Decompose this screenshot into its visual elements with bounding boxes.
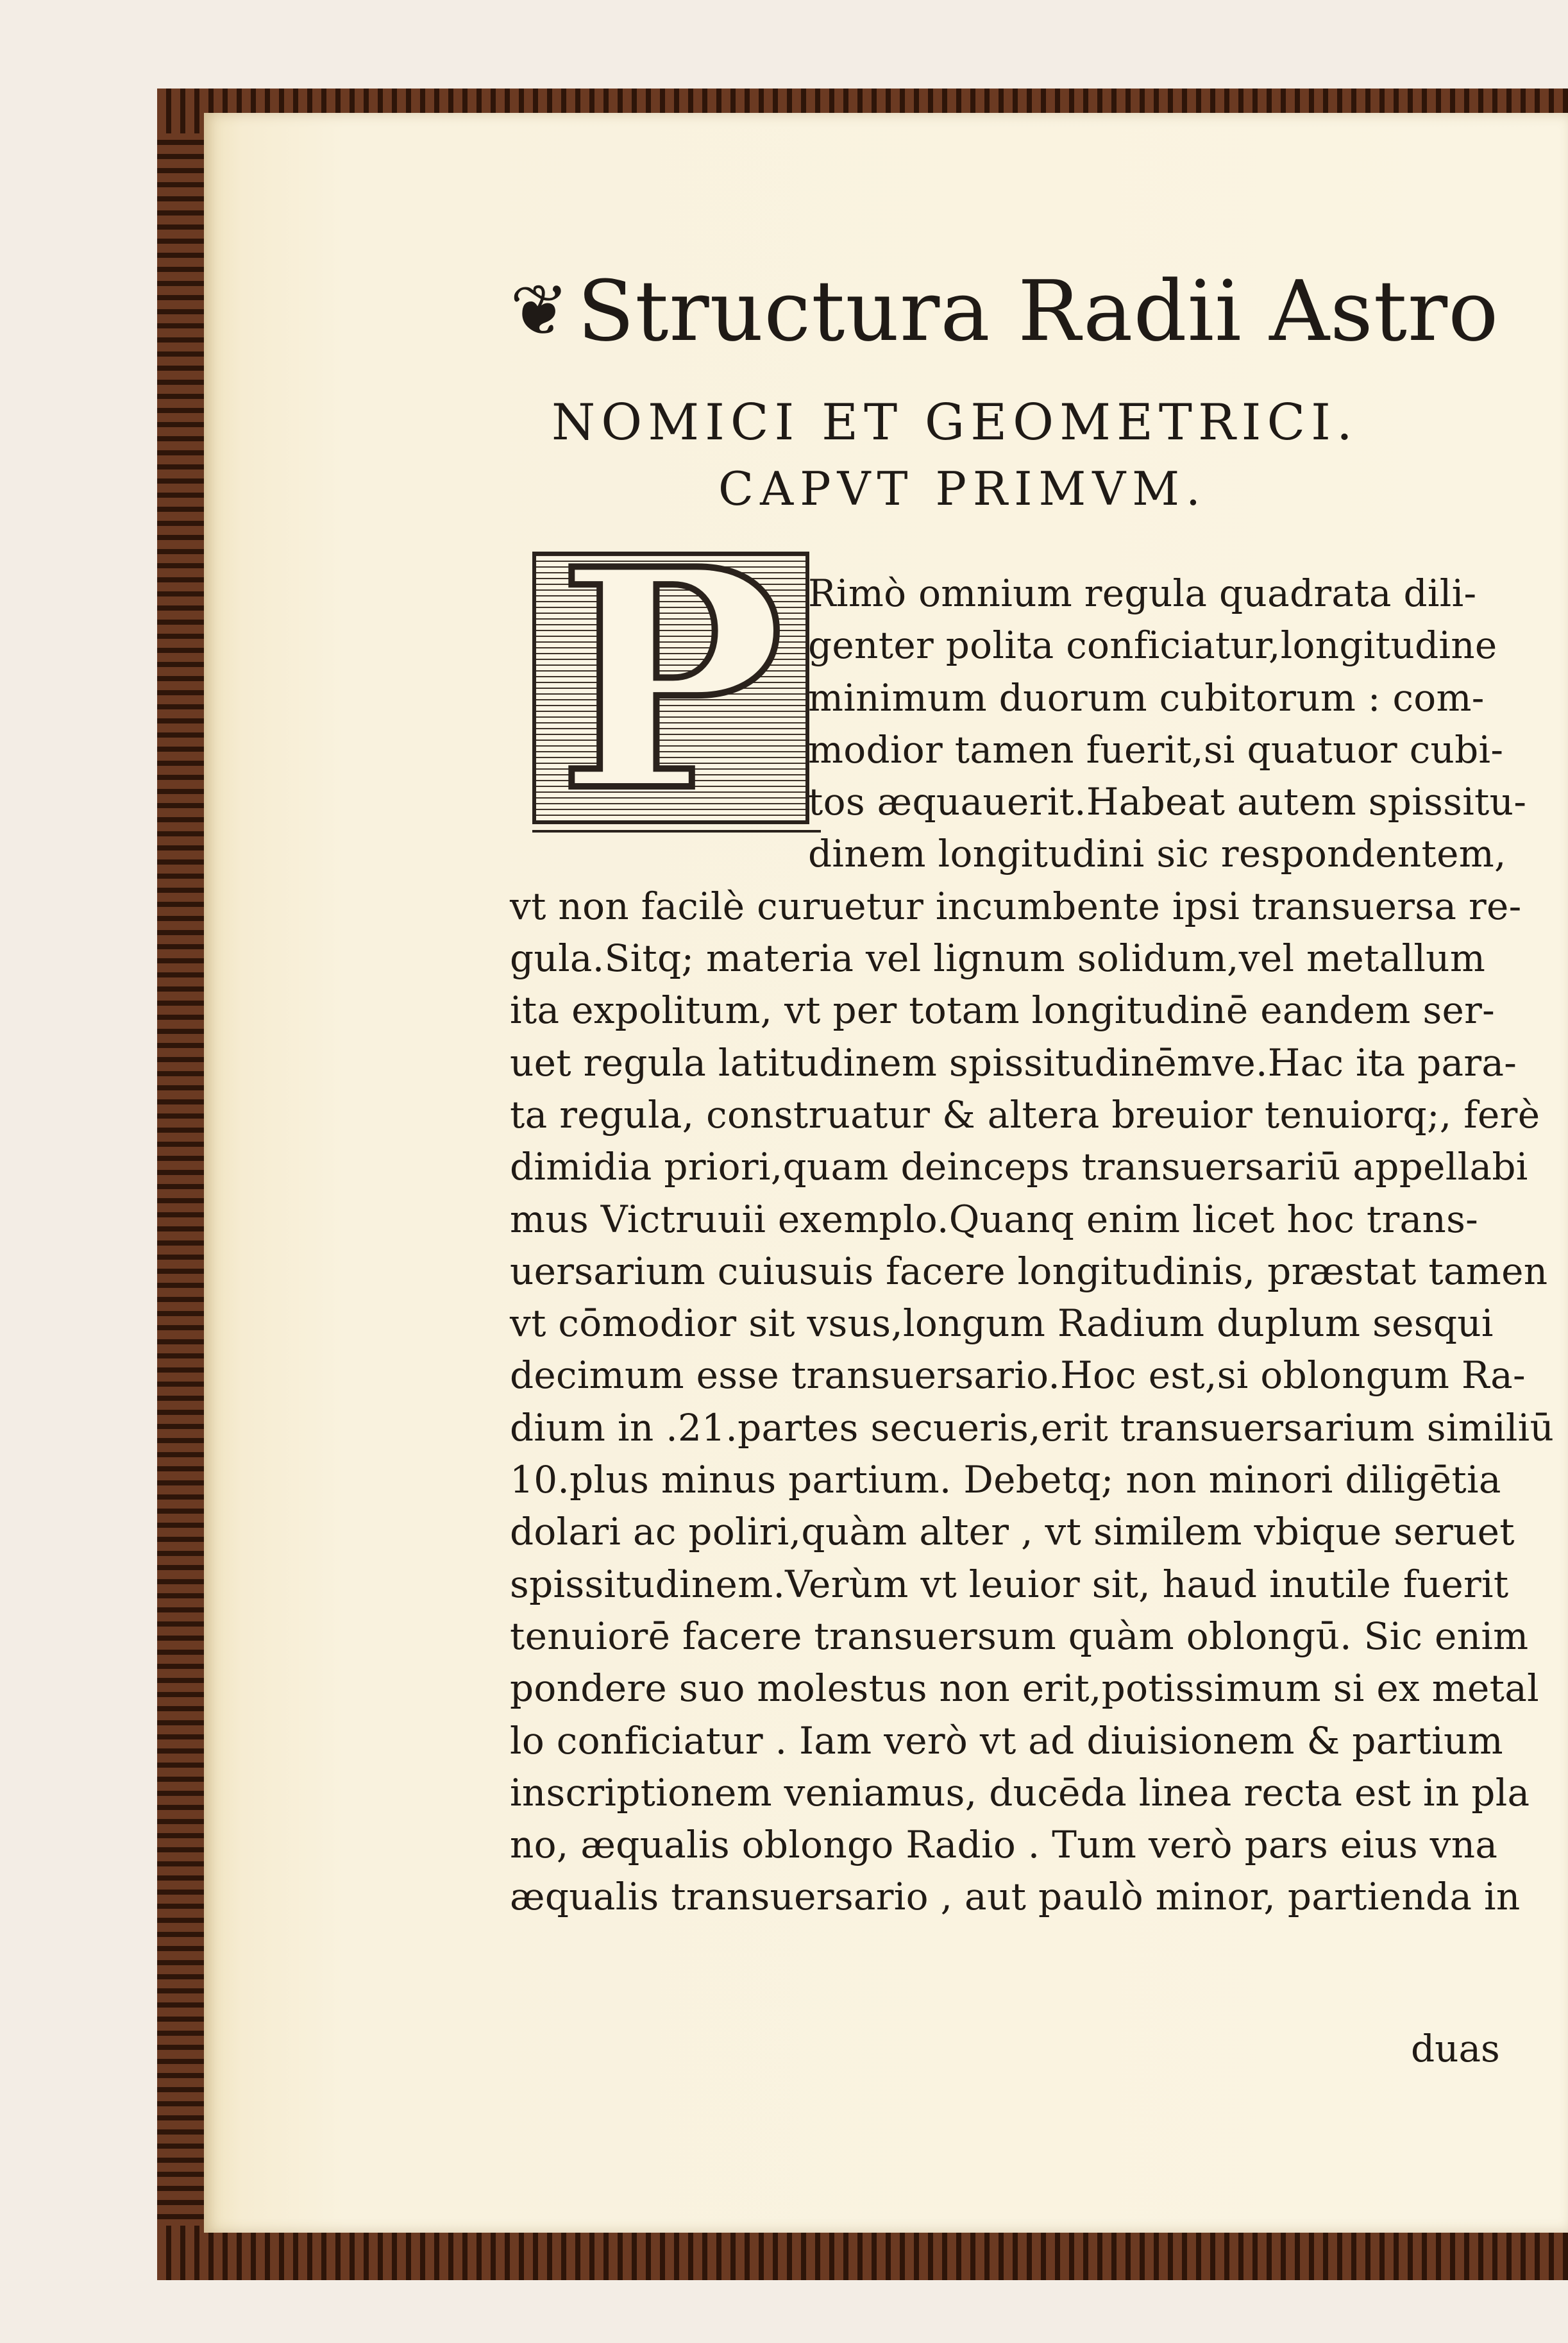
fleuron-ornament-icon: ❦ [510,269,570,351]
text-line: inscriptionem veniamus, ducēda linea recta est in pla [510,1770,1530,1814]
page-title-text: Structura Radii Astro [577,262,1499,360]
text-line: mus Victruuii exemplo.Quanq enim licet hoc trans- [510,1197,1479,1241]
text-line: ita expolitum, vt per totam longitudinē eandem ser- [510,988,1496,1033]
text-line: genter polita conficiatur,longitudine [808,623,1497,668]
text-line: modior tamen fuerit,si quatuor cubi- [808,727,1504,772]
text-line: Rimò omnium regula quadrata dili- [808,571,1477,615]
text-line: ta regula, construatur & altera breuior tenuiorq;, ferè [510,1092,1540,1137]
text-line: dium in .21.partes secueris,erit transuersarium similiū [510,1405,1555,1450]
text-line: tenuiorē facere transuersum quàm oblongū. Sic enim [510,1614,1529,1658]
initial-letter: P [557,552,784,824]
text-line: dinem longitudini sic respondentem, [808,832,1506,876]
text-line: 10.plus minus partium. Debetq; non minori diligētia [510,1458,1501,1502]
text-line: gula.Sitq; materia vel lignum solidum,vel metallum [510,936,1486,981]
page-subtitle: NOMICI ET GEOMETRICI. [552,394,1358,452]
text-line: vt cōmodior sit vsus,longum Radium duplum sesqui [510,1301,1494,1346]
text-line: spissitudinem.Verùm vt leuior sit, haud inutile fuerit [510,1562,1509,1606]
text-line: uersarium cuiusuis facere longitudinis, præstat tamen [510,1249,1548,1293]
book-cover-bottom-edge [157,2226,1568,2280]
text-line: minimum duorum cubitorum : com- [808,675,1485,720]
text-line: tos æquauerit.Habeat autem spissitu- [808,780,1527,824]
chapter-heading: CAPVT PRIMVM. [718,462,1207,516]
text-line: dolari ac poliri,quàm alter , vt similem vbique seruet [510,1510,1515,1554]
text-line: uet regula latitudinem spissitudinēmve.Hac ita para- [510,1040,1517,1085]
body-text [510,568,1555,1924]
text-line: no, æqualis oblongo Radio . Tum verò pars eius vna [510,1823,1498,1867]
text-line: lo conficiatur . Iam verò vt ad diuisionem & partium [510,1718,1503,1763]
text-line: decimum esse transuersario.Hoc est,si oblongum Ra- [510,1353,1526,1398]
catchword: duas [1411,2027,1500,2070]
text-line: pondere suo molestus non erit,potissimum si ex metal [510,1666,1539,1711]
page-title [510,262,1536,360]
text-line: vt non facilè curuetur incumbente ipsi transuersa re- [510,884,1522,928]
text-line: dimidia priori,quam deinceps transuersariū appellabi [510,1145,1528,1189]
text-line: æqualis transuersario , aut paulò minor, partienda in [510,1875,1521,1919]
